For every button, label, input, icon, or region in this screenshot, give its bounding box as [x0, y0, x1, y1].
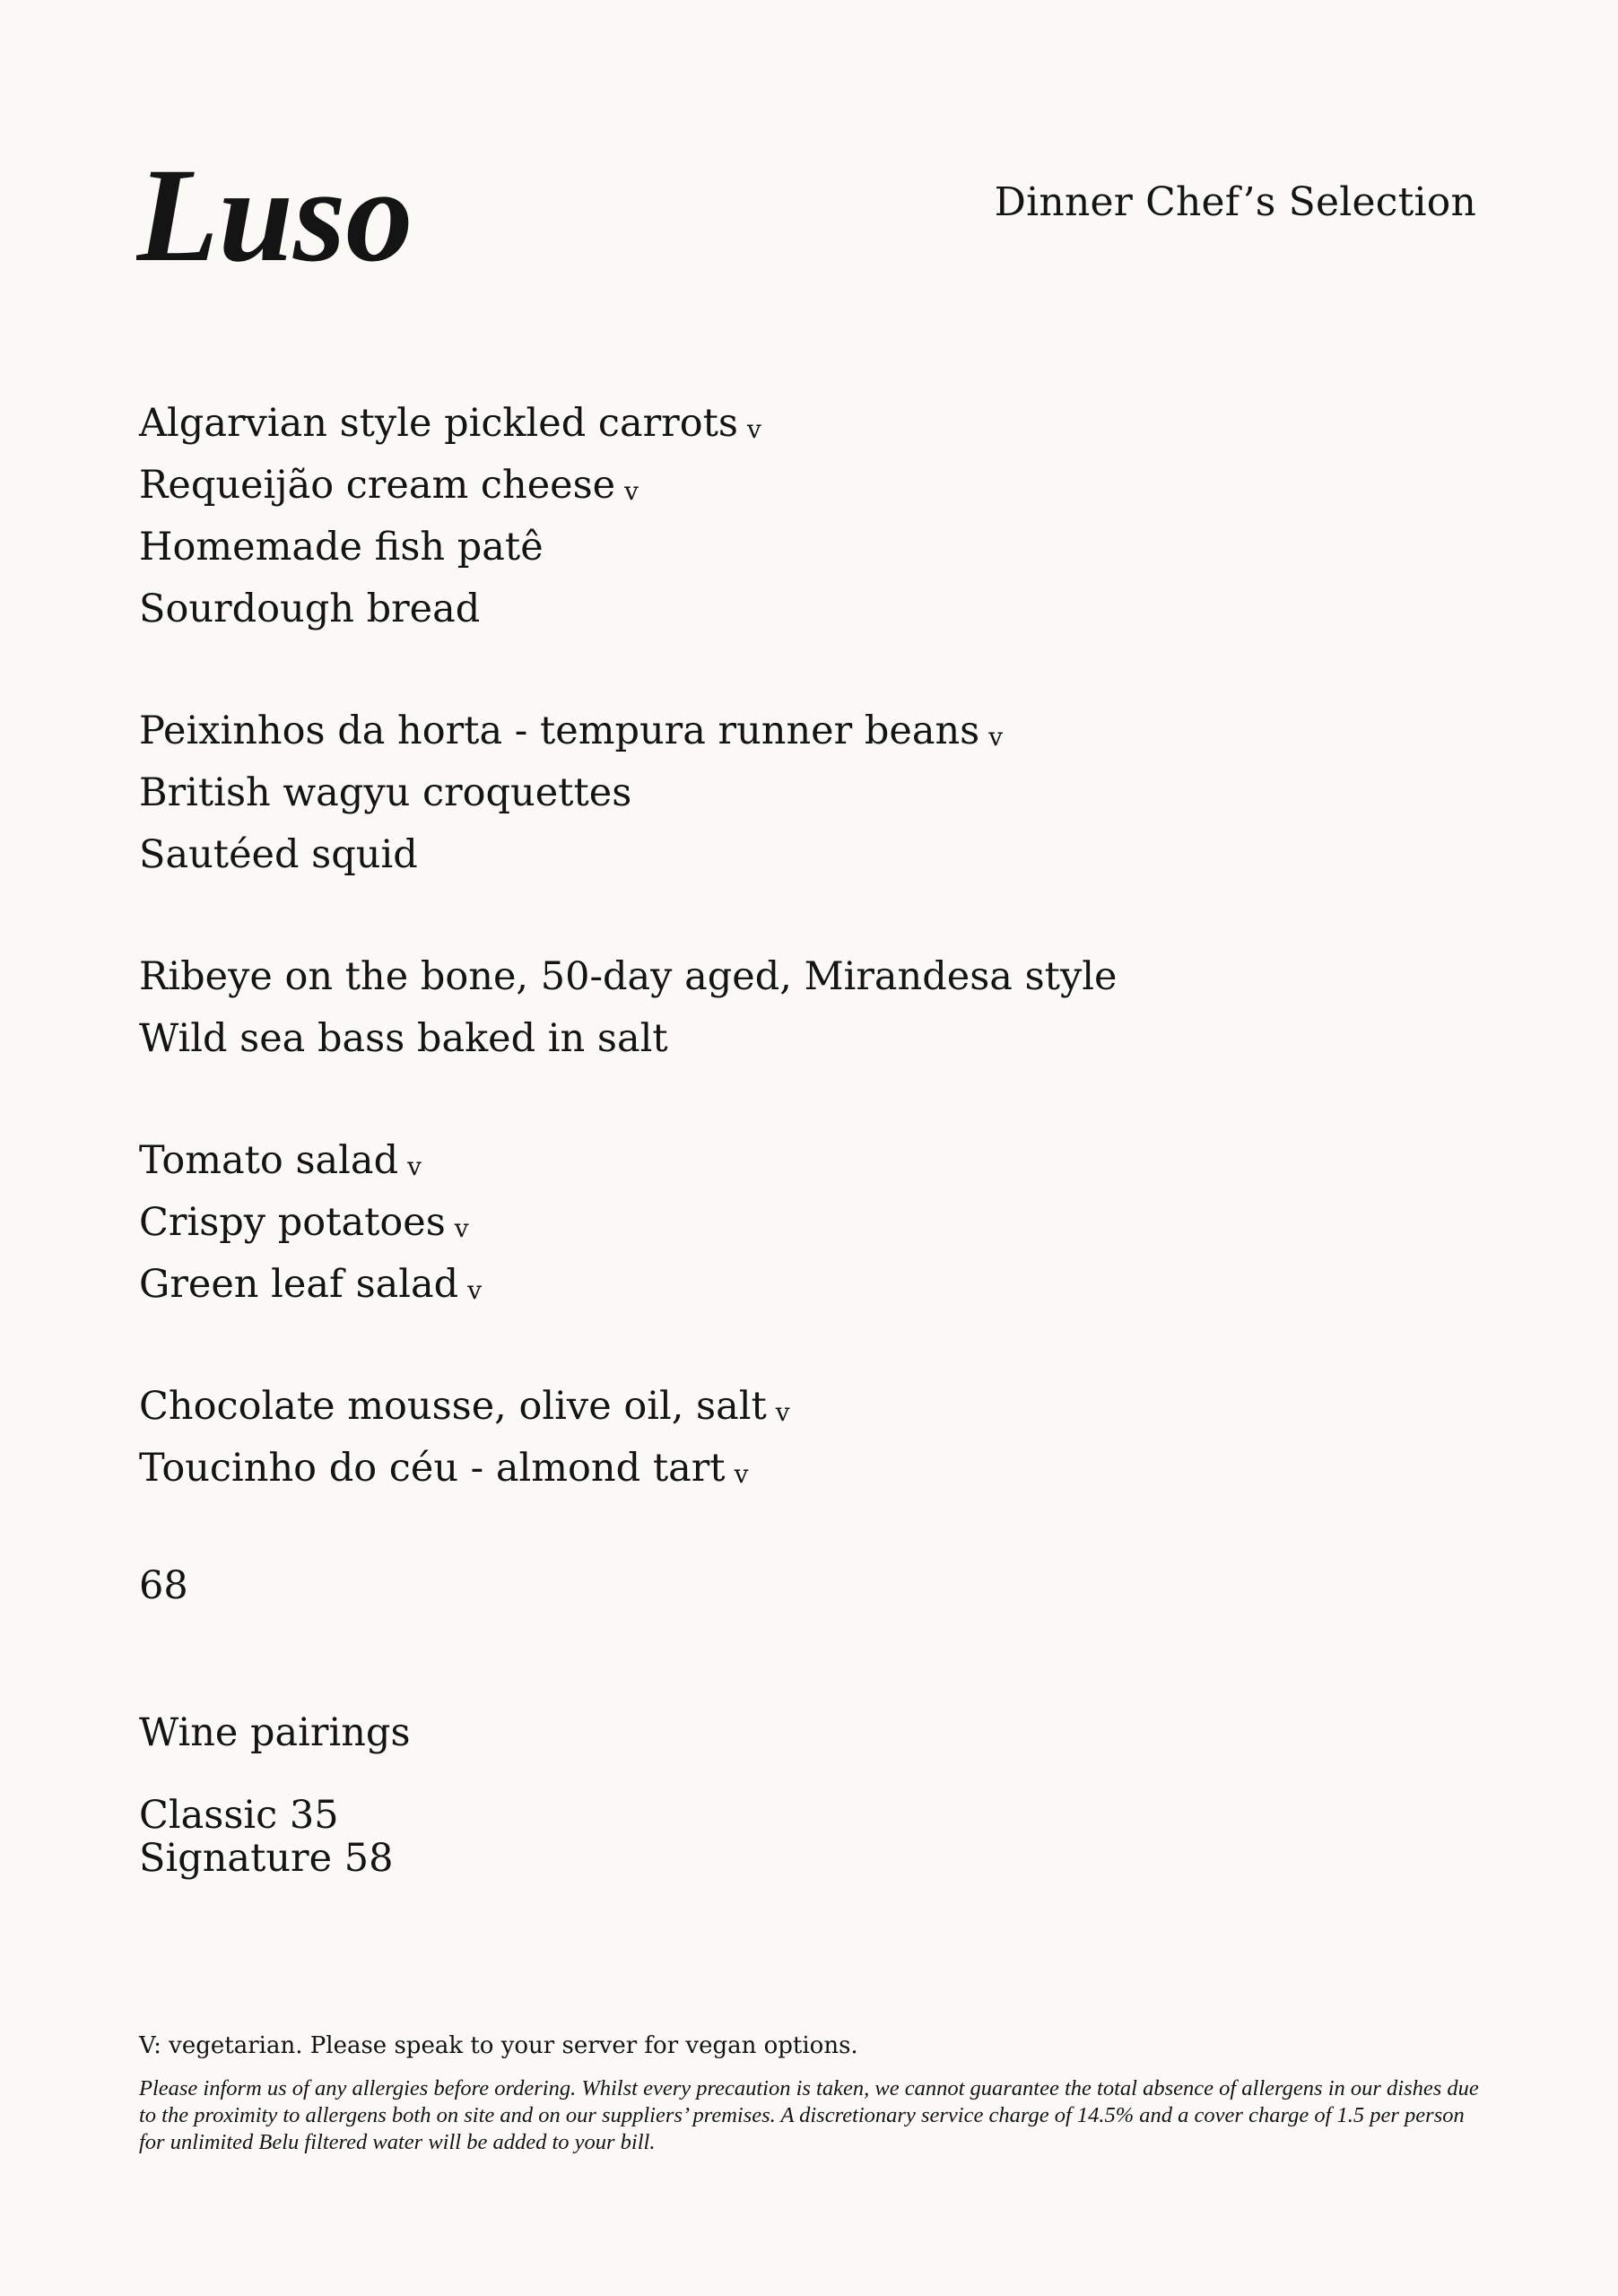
menu-item [139, 1196, 1475, 1257]
menu-item-name: Algarvian style pickled carrots [139, 401, 738, 446]
menu-price: 68 [139, 1563, 188, 1608]
menu-item [139, 396, 1475, 458]
menu-item [139, 1134, 1475, 1196]
menu-item [139, 704, 1475, 766]
menu-item-name: Homemade fish patê [139, 525, 544, 570]
menu-item [139, 520, 1475, 582]
menu-item [139, 1379, 1475, 1441]
menu-item [139, 950, 1475, 1012]
menu-section [139, 704, 1475, 890]
menu-item [139, 766, 1475, 828]
menu-section [139, 1134, 1475, 1319]
luso-logo [136, 135, 414, 287]
vegetarian-marker: v [775, 1397, 790, 1427]
menu-item-name: Sautéed squid [139, 832, 418, 877]
menu-item-name: Sourdough bread [139, 587, 481, 631]
menu-item [139, 828, 1475, 890]
menu-item [139, 582, 1475, 644]
menu-item-name: Requeijão cream cheese [139, 463, 616, 508]
menu-item-name: Toucinho do céu - almond tart [139, 1446, 726, 1491]
vegetarian-marker: v [746, 414, 761, 444]
vegetarian-marker: v [988, 722, 1004, 752]
wine-option: Signature 58 [139, 1836, 394, 1881]
vegetarian-marker: v [454, 1213, 469, 1243]
menu-title: Dinner Chef’s Selection [994, 179, 1476, 225]
allergy-note: Please inform us of any allergies before ordering. Whilst every precaution is taken, we cannot guarantee the total absence of allergens in our dishes due to the proximity to allergens both on site and on our suppliers’ premises. A discretionary service charge of 14.5% and a cover charge of 1.5 per person for unlimited Belu filtered water will be added to your bill. [139, 2076, 1479, 2154]
menu-item-name: Ribeye on the bone, 50-day aged, Mirandesa style [139, 954, 1118, 999]
vegetarian-marker: v [467, 1275, 483, 1305]
menu-item-name: Crispy potatoes [139, 1200, 446, 1245]
menu-sections [139, 396, 1475, 1563]
wine-pairings-title: Wine pairings [139, 1710, 411, 1755]
menu-section [139, 396, 1475, 644]
menu-section [139, 950, 1475, 1074]
menu-item-name: Green leaf salad [139, 1262, 459, 1307]
wine-pairings-list [139, 1794, 393, 1880]
menu-item-name: Wild sea bass baked in salt [139, 1016, 668, 1061]
vegetarian-marker: v [734, 1459, 749, 1489]
menu-item-name: Peixinhos da horta - tempura runner beans [139, 709, 980, 753]
vegetarian-marker: v [407, 1152, 422, 1181]
menu-item [139, 458, 1475, 520]
vegetarian-marker: v [624, 476, 639, 506]
logo-text: Luso [136, 141, 413, 287]
menu-item-name: Chocolate mousse, olive oil, salt [139, 1384, 767, 1429]
wine-option: Classic 35 [139, 1793, 339, 1838]
menu-item-name: Tomato salad [139, 1138, 399, 1183]
menu-item [139, 1441, 1475, 1503]
menu-item [139, 1257, 1475, 1319]
menu-item-name: British wagyu croquettes [139, 770, 632, 815]
menu-item [139, 1012, 1475, 1074]
vegetarian-note: V: vegetarian. Please speak to your server for vegan options. [139, 2032, 858, 2059]
menu-section [139, 1379, 1475, 1503]
